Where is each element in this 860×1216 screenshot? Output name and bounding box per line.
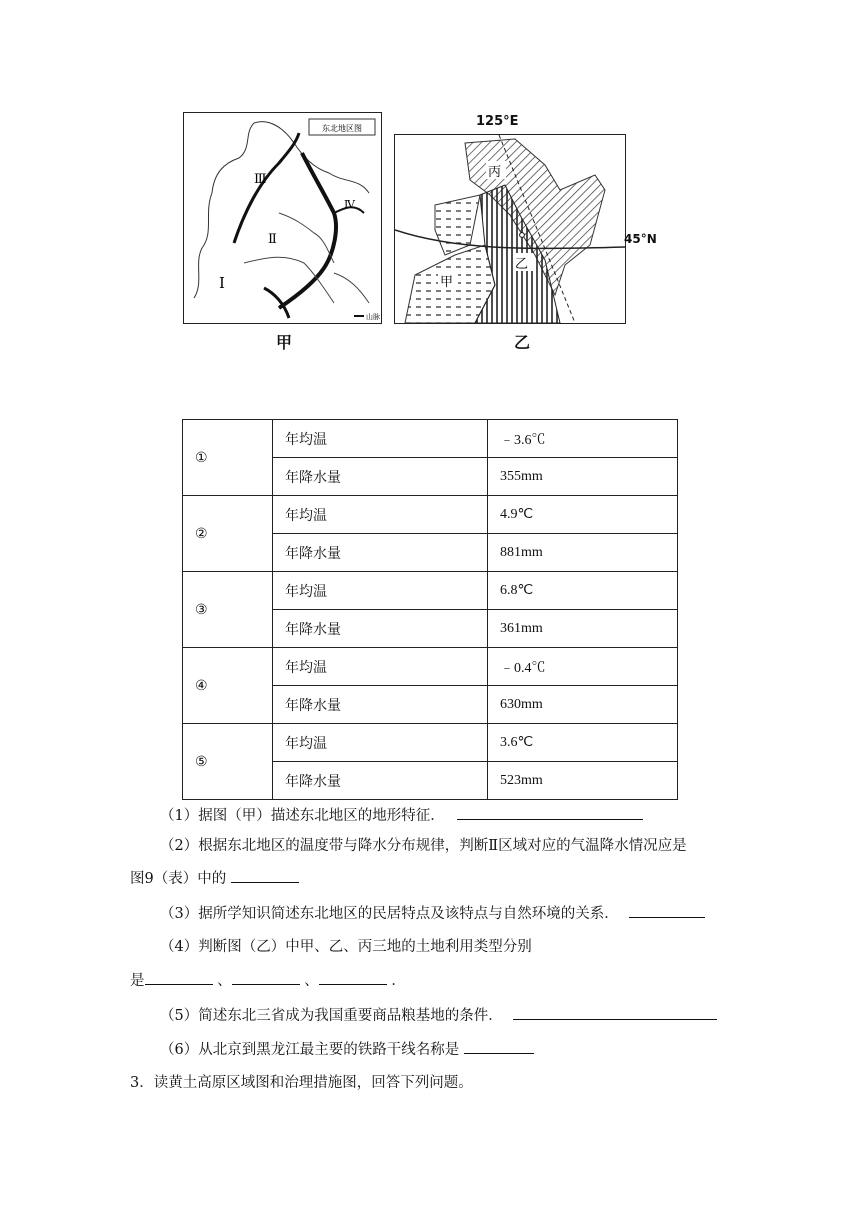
period: ． [391,973,406,989]
inset-title: 东北地区图 [322,124,362,133]
question-2-line2 [130,868,299,889]
question-5 [160,1005,717,1026]
question-4-prefix: 是 [130,973,145,989]
terrain-map-drawing [184,113,381,323]
next-question: 3．读黄土高原区域图和治理措施图，回答下列问题。 [130,1075,473,1091]
temp-label: 年均温 [273,648,488,686]
question-3-text: （3）据所学知识简述东北地区的民居特点及该特点与自然环境的关系． [160,906,619,922]
longitude-label: 125°E [476,114,519,129]
temp-label: 年均温 [273,496,488,534]
caption-yi: 乙 [514,333,531,352]
question-2-text: 图9（表）中的 [130,871,227,887]
precip-value: 523mm [488,762,678,800]
label-region-1: Ⅰ [219,274,225,292]
latitude-label: 45°N [624,232,657,246]
map-land-use [394,134,626,324]
temp-label: 年均温 [273,420,488,458]
question-4-line2 [130,970,406,991]
label-region-2: Ⅱ [268,232,277,247]
row-id: ④ [183,648,273,724]
question-3 [160,903,705,924]
precip-label: 年降水量 [273,610,488,648]
row-id: ⑤ [183,724,273,800]
temp-value: ﹣0.4℃ [488,648,678,686]
temp-label: 年均温 [273,572,488,610]
label-bing: 丙 [488,165,502,180]
answer-blank-5[interactable] [513,1005,717,1020]
question-4-line1: （4）判断图（乙）中甲、乙、丙三地的土地利用类型分别 [160,939,532,955]
question-1-text: （1）据图（甲）描述东北地区的地形特征． [160,808,445,824]
row-id: ③ [183,572,273,648]
map-northeast-terrain [183,112,382,324]
answer-blank-4b[interactable] [232,970,300,985]
precip-value: 361mm [488,610,678,648]
table-row [183,572,678,610]
row-id: ② [183,496,273,572]
precip-value: 355mm [488,458,678,496]
label-jia: 甲 [440,275,454,290]
question-2-line1: （2）根据东北地区的温度带与降水分布规律，判断Ⅱ区域对应的气温降水情况应是 [160,838,687,854]
land-use-map-drawing [395,135,625,323]
temp-label: 年均温 [273,724,488,762]
precip-label: 年降水量 [273,686,488,724]
table-row [183,648,678,686]
temp-value: 6.8℃ [488,572,678,610]
legend-mountain: 山脉 [366,313,380,321]
answer-blank-2[interactable] [231,868,299,883]
label-region-3: Ⅲ [254,172,267,187]
answer-blank-3[interactable] [629,903,705,918]
temp-value: ﹣3.6℃ [488,420,678,458]
table-row [183,724,678,762]
temp-value: 3.6℃ [488,724,678,762]
label-region-4: Ⅳ [344,198,355,211]
question-5-text: （5）简述东北三省成为我国重要商品粮基地的条件． [160,1008,503,1024]
figure-maps [180,108,657,353]
separator: 、 [217,973,232,989]
climate-table [182,419,678,800]
row-id: ① [183,420,273,496]
precip-label: 年降水量 [273,762,488,800]
answer-blank-1[interactable] [457,805,643,820]
question-6 [160,1039,534,1060]
answer-blank-6[interactable] [464,1039,534,1054]
temp-value: 4.9℃ [488,496,678,534]
label-yi: 乙 [515,257,529,272]
question-1 [160,805,643,826]
answer-blank-4c[interactable] [319,970,387,985]
precip-value: 881mm [488,534,678,572]
precip-value: 630mm [488,686,678,724]
separator: 、 [304,973,319,989]
table-row [183,496,678,534]
table-row [183,420,678,458]
precip-label: 年降水量 [273,458,488,496]
question-6-text: （6）从北京到黑龙江最主要的铁路干线名称是 [160,1042,460,1058]
precip-label: 年降水量 [273,534,488,572]
answer-blank-4a[interactable] [145,970,213,985]
caption-jia: 甲 [276,333,293,352]
